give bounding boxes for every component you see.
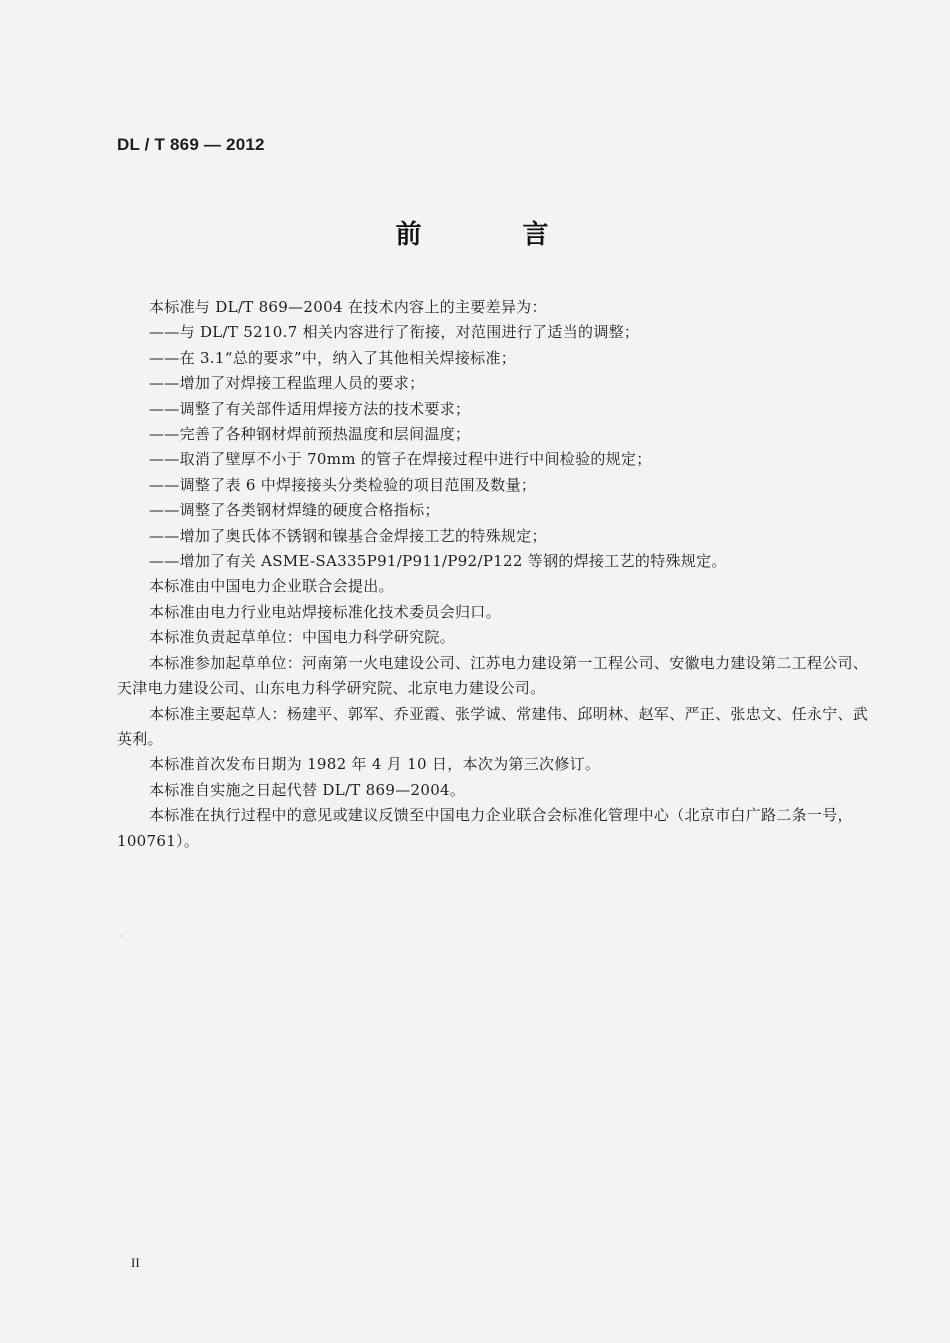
paragraph: ——与 DL/T 5210.7 相关内容进行了衔接，对范围进行了适当的调整； [149,323,640,342]
page-number: II [131,1255,140,1270]
paragraph: ——完善了各种钢材焊前预热温度和层间温度； [149,425,471,444]
paragraph: ——调整了表 6 中焊接接头分类检验的项目范围及数量； [149,475,537,494]
paragraph: 本标准主要起草人：杨建平、郭军、乔亚霞、张学诚、常建伟、邱明林、赵军、严正、张忠文、任永宁、武英利。 [117,704,869,748]
paragraph: ——增加了奥氏体不锈钢和镍基合金焊接工艺的特殊规定； [149,526,547,545]
paragraph: 本标准与 DL/T 869—2004 在技术内容上的主要差异为： [149,298,547,316]
paragraph: ——取消了壁厚不小于 70mm 的管子在焊接过程中进行中间检验的规定； [149,450,652,469]
paragraph: ——在 3.1“总的要求”中，纳入了其他相关焊接标准； [149,348,517,367]
page-title: 前 言 [395,220,595,250]
scan-speck [121,935,123,937]
paragraph: ——增加了有关 ASME-SA335P91/P911/P92/P122 等钢的焊接工艺的特殊规定。 [149,552,727,571]
paragraph: 本标准首次发布日期为 1982 年 4 月 10 日，本次为第三次修订。 [149,755,601,774]
paragraph: ——调整了各类钢材焊缝的硬度合格指标； [149,501,440,520]
paragraph: 本标准由中国电力企业联合会提出。 [149,577,394,596]
paragraph: ——调整了有关部件适用焊接方法的技术要求； [149,399,471,418]
paragraph: 本标准负责起草单位：中国电力科学研究院。 [149,628,456,647]
paragraph: 本标准由电力行业电站焊接标准化技术委员会归口。 [149,602,501,621]
foreword-body [117,295,877,854]
standard-code: DL / T 869 — 2012 [117,135,265,154]
paragraph: ——增加了对焊接工程监理人员的要求； [149,374,425,393]
paragraph: 本标准自实施之日起代替 DL/T 869—2004。 [149,780,466,799]
paragraph: 本标准参加起草单位：河南第一火电建设公司、江苏电力建设第一工程公司、安徽电力建设第二工程公司、天津电力建设公司、山东电力科学研究院、北京电力建设公司。 [117,653,869,698]
paragraph: 本标准在执行过程中的意见或建议反馈至中国电力企业联合会标准化管理中心（北京市白广路二条一号，100761）。 [117,806,853,850]
